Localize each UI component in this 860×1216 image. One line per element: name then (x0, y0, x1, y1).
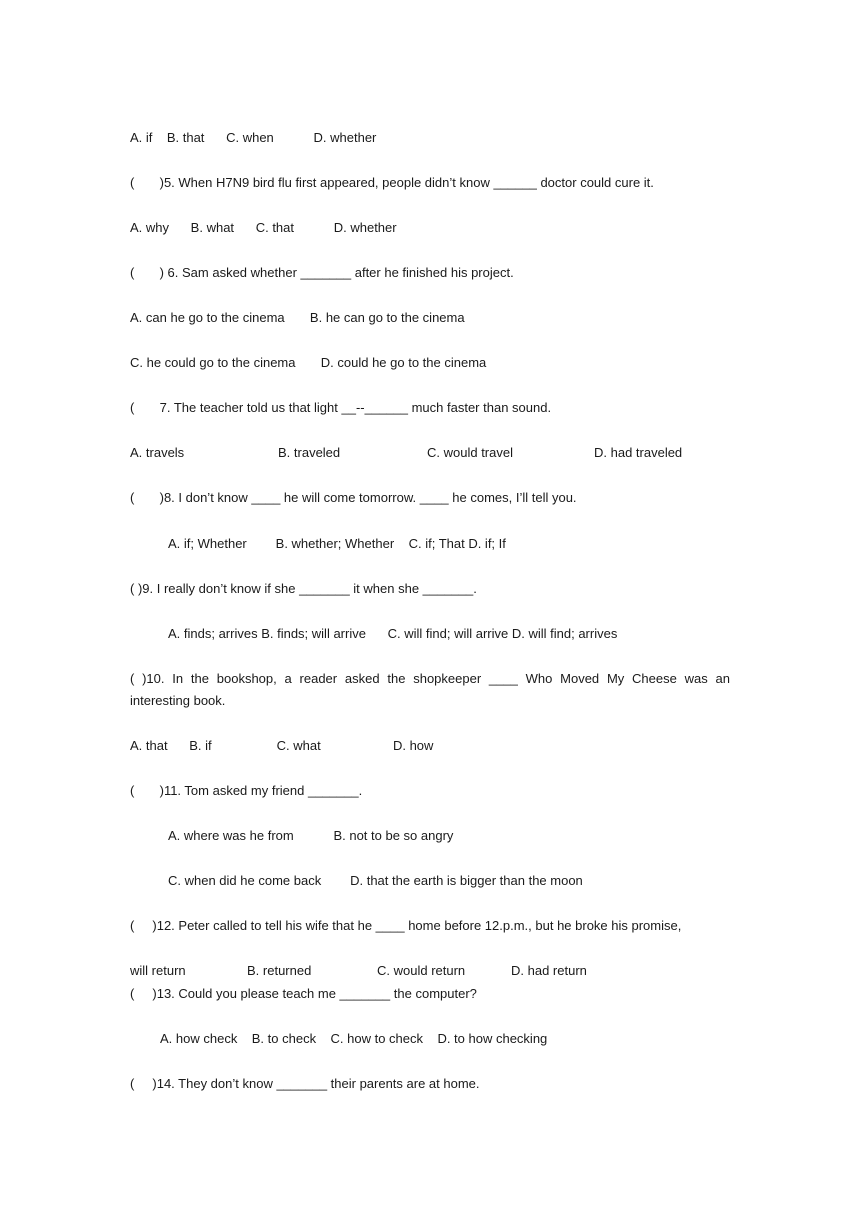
question-8: ( )8. I don’t know ____ he will come tomorrow. ____ he comes, I’ll tell you. (130, 490, 577, 505)
question-12: ( )12. Peter called to tell his wife that he ____ home before 12.p.m., but he broke his promise, (130, 918, 682, 933)
q6-options-ab: A. can he go to the cinema B. he can go to the cinema (130, 310, 465, 325)
q4-options: A. if B. that C. when D. whether (130, 130, 377, 145)
question-10-line-2: interesting book. (130, 693, 226, 708)
q12-option-a: will return (130, 963, 186, 978)
q7-option-d: D. had traveled (594, 445, 683, 460)
q12-option-c: C. would return (377, 963, 466, 978)
q9-options: A. finds; arrives B. finds; will arrive C. will find; will arrive D. will find; arrives (168, 626, 618, 641)
q13-options: A. how check B. to check C. how to check D. to how checking (160, 1031, 548, 1046)
q12-option-d: D. had return (511, 963, 587, 978)
q12-option-b: B. returned (247, 963, 312, 978)
question-5: ( )5. When H7N9 bird flu first appeared, people didn’t know ______ doctor could cure it. (130, 175, 654, 190)
question-14: ( )14. They don’t know _______ their parents are at home. (130, 1076, 480, 1091)
q7-option-a: A. travels (130, 445, 185, 460)
q7-option-c: C. would travel (427, 445, 513, 460)
question-7: ( 7. The teacher told us that light __--______ much faster than sound. (130, 400, 552, 415)
q8-options: A. if; Whether B. whether; Whether C. if; That D. if; If (168, 536, 506, 551)
question-13: ( )13. Could you please teach me _______ the computer? (130, 986, 477, 1001)
question-9: ( )9. I really don’t know if she _______ it when she _______. (130, 581, 477, 596)
q5-options: A. why B. what C. that D. whether (130, 220, 397, 235)
q11-options-cd: C. when did he come back D. that the earth is bigger than the moon (168, 873, 583, 888)
question-11: ( )11. Tom asked my friend _______. (130, 783, 363, 798)
q7-option-b: B. traveled (278, 445, 341, 460)
q10-options: A. that B. if C. what D. how (130, 738, 434, 753)
question-6: ( ) 6. Sam asked whether _______ after he finished his project. (130, 265, 514, 280)
question-10-line-1: ( )10. In the bookshop, a reader asked the shopkeeper ____ Who Moved My Cheese was an (130, 671, 730, 686)
q6-options-cd: C. he could go to the cinema D. could he go to the cinema (130, 355, 487, 370)
q11-options-ab: A. where was he from B. not to be so angry (168, 828, 454, 843)
